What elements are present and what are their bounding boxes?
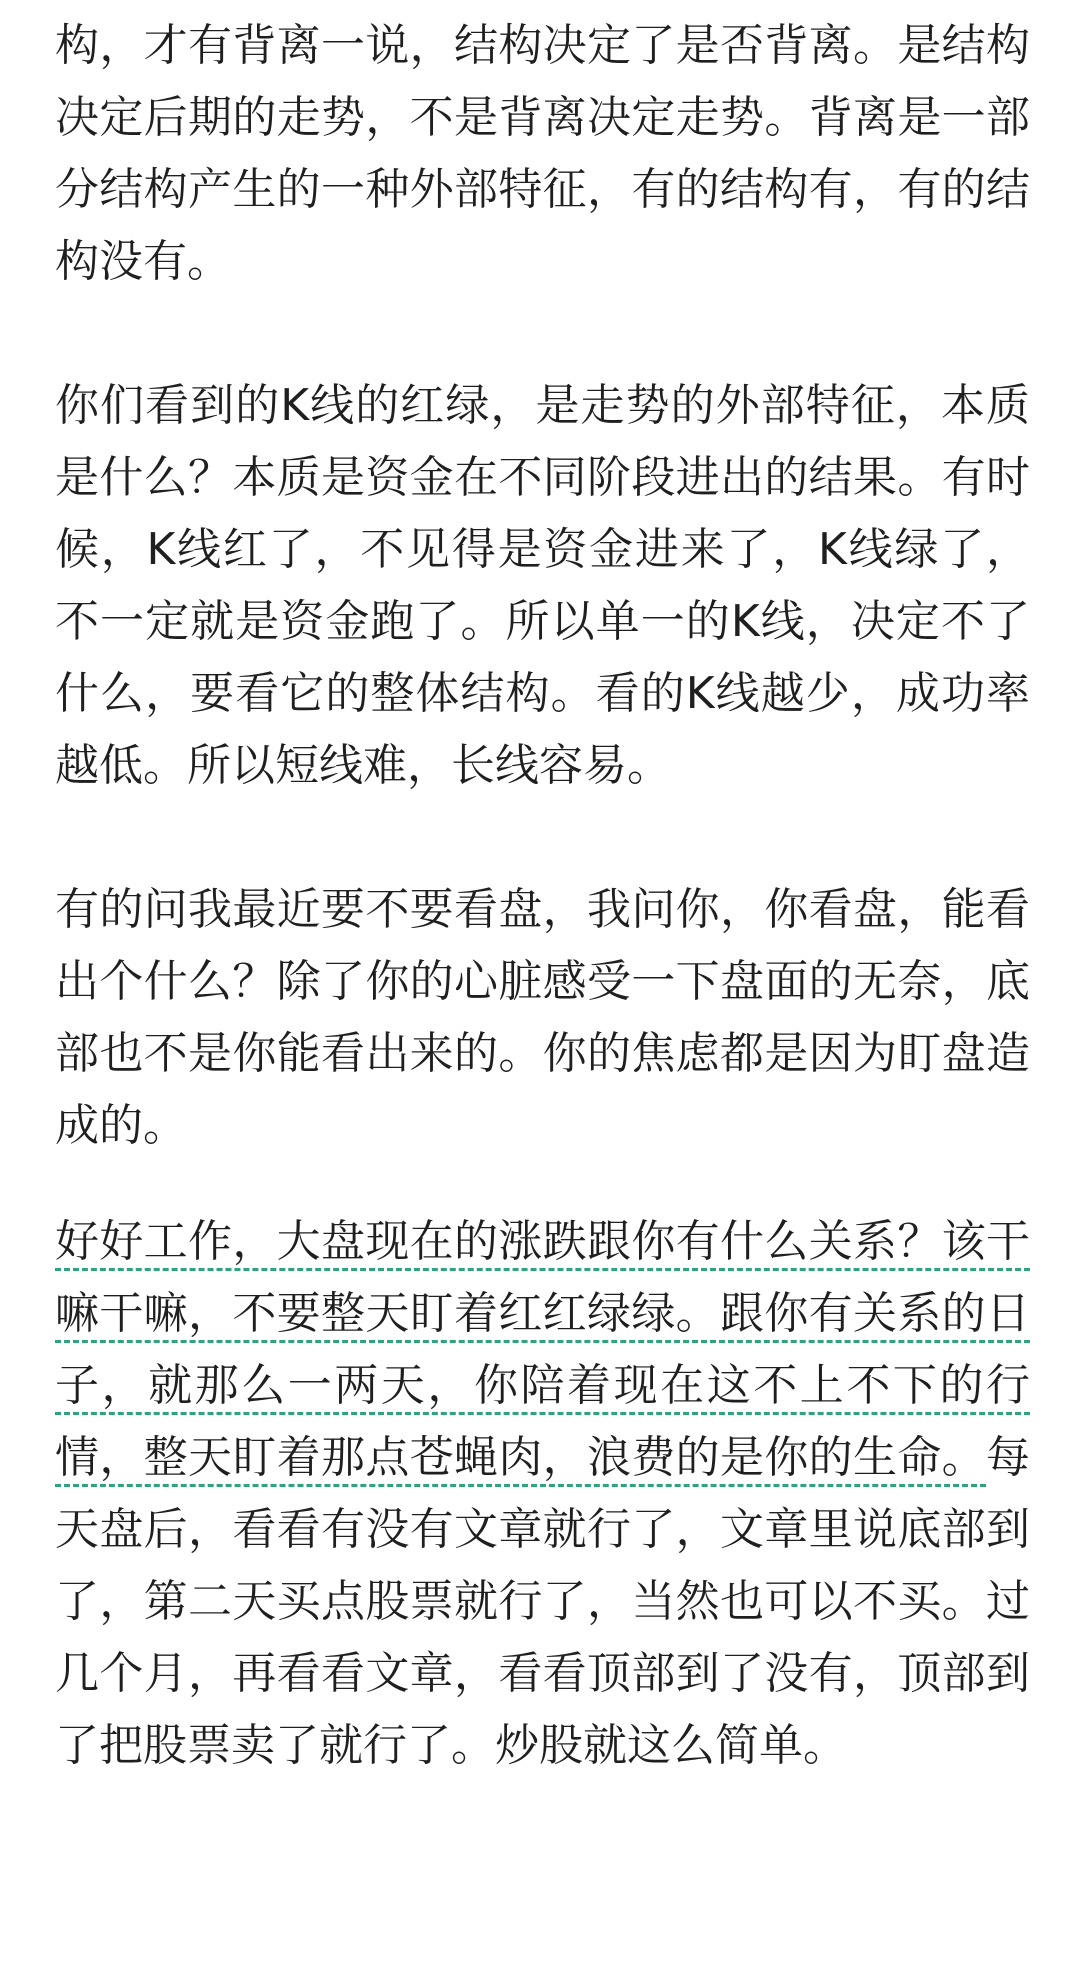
article-body xyxy=(55,10,1030,1782)
paragraph-rest-text: 每天盘后，看看有没有文章就行了，文章里说底部到了，第二天买点股票就行了，当然也可以不买。过几个月，再看看文章，看看顶部到了没有，顶部到了把股票卖了就行了。炒股就这么简单。 xyxy=(55,1432,1030,1771)
paragraph-kline-colors: 你们看到的K线的红绿，是走势的外部特征，本质是什么？本质是资金在不同阶段进出的结果。有时候，K线红了，不见得是资金进来了，K线绿了，不一定就是资金跑了。所以单一的K线，决定不了什么，要看它的整体结构。看的K线越少，成功率越低。所以短线难，长线容易。 xyxy=(55,380,1030,791)
paragraph-structure-divergence: 构，才有背离一说，结构决定了是否背离。是结构决定后期的走势，不是背离决定走势。背离是一部分结构产生的一种外部特征，有的结构有，有的结构没有。 xyxy=(55,20,1030,287)
paragraph-work-advice xyxy=(55,1206,1030,1782)
highlighted-quote[interactable]: 好好工作，大盘现在的涨跌跟你有什么关系？该干嘛干嘛，不要整天盯着红红绿绿。跟你有关系的日子，就那么一两天，你陪着现在这不上不下的行情，整天盯着那点苍蝇肉，浪费的是你的生命。 xyxy=(55,1216,1030,1483)
paragraph-watching-market: 有的问我最近要不要看盘，我问你，你看盘，能看出个什么？除了你的心脏感受一下盘面的无奈，底部也不是你能看出来的。你的焦虑都是因为盯盘造成的。 xyxy=(55,884,1030,1151)
